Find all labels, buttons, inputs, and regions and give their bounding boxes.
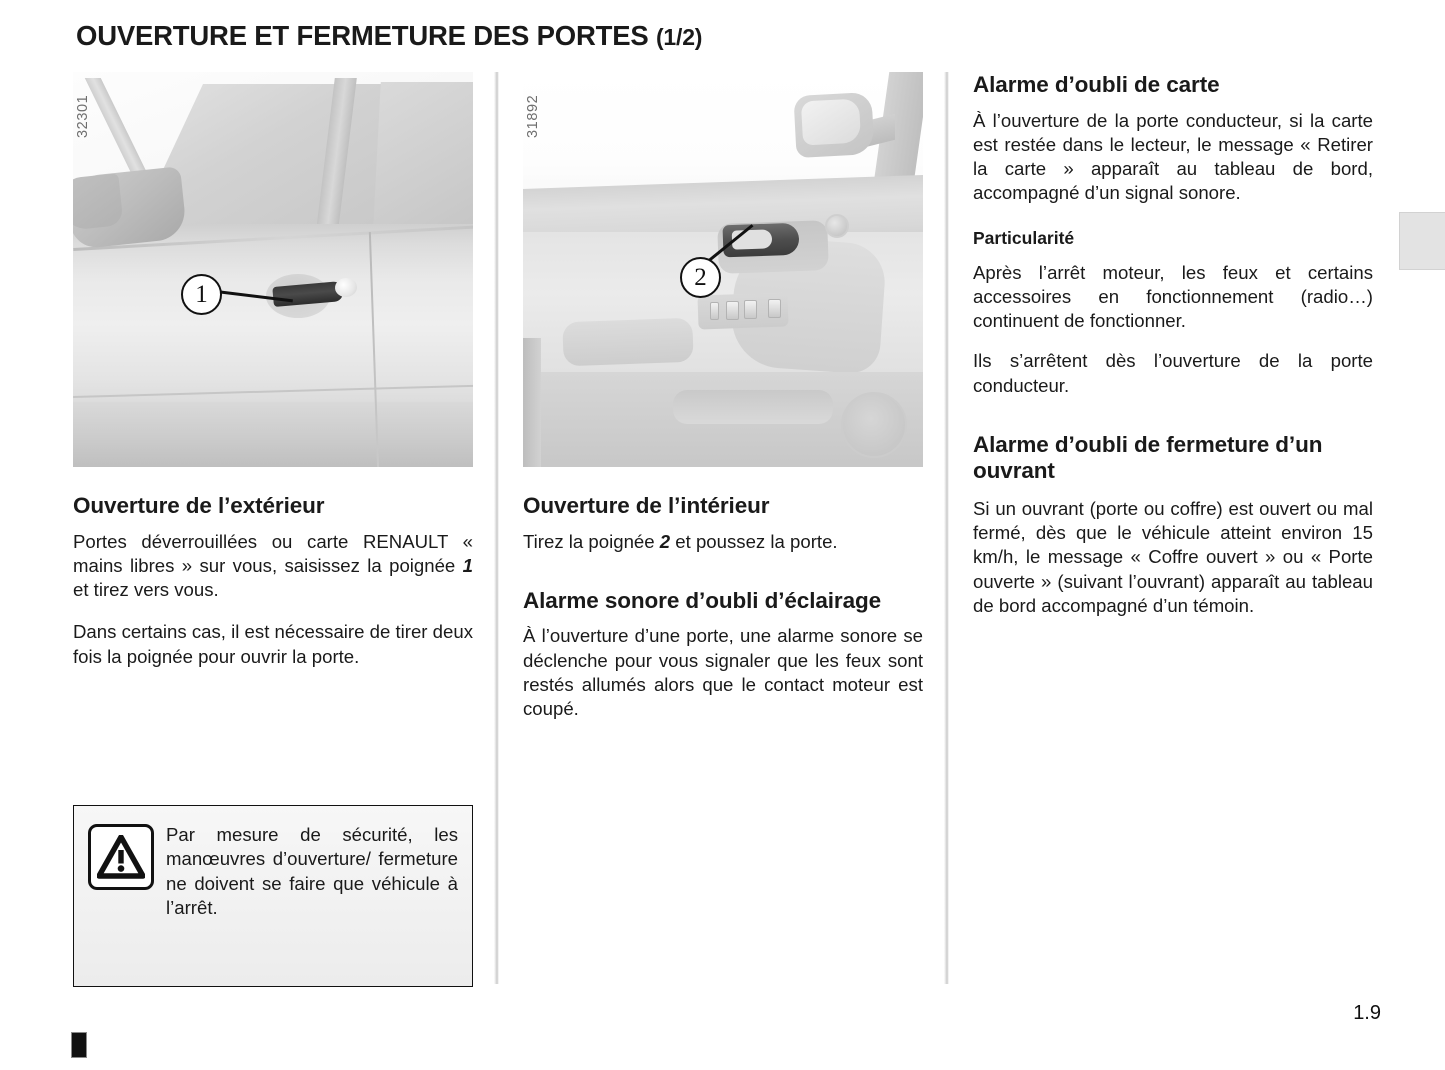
exterior-mirror-glass	[73, 173, 124, 231]
paragraph-left-1-ref: 1	[462, 554, 473, 576]
paragraph-right-4: Si un ouvrant (porte ou coffre) est ouvert ou mal fermé, dès que le véhicule atteint environ 15 km/h, le message « Coffre ouvert » ou « Porte ouverte » (suivant l’ouvrant) apparaît au tableau de bord accompagné d’un témoin.	[973, 497, 1373, 616]
paragraph-left-2: Dans certains cas, il est nécessaire de tirer deux fois la poignée pour ouvrir la porte.	[73, 621, 473, 667]
figure-interior-door	[523, 72, 923, 467]
page-number: 1.9	[1353, 1002, 1381, 1024]
figure-exterior-door	[73, 72, 473, 467]
paragraph-left-1	[73, 530, 473, 603]
paragraph-middle-1	[523, 530, 923, 554]
window-switch-1	[710, 302, 719, 320]
door-map-pocket	[562, 318, 693, 367]
chapter-thumb-tab	[1399, 212, 1445, 270]
heading-ouverture-interieur: Ouverture de l’intérieur	[523, 493, 770, 518]
callout-label-2: 2	[694, 263, 707, 291]
paragraph-right-3: Ils s’arrêtent dès l’ouverture de la porte conducteur.	[973, 350, 1373, 396]
page-title-text: OUVERTURE ET FERMETURE DES PORTES	[76, 20, 649, 51]
paragraph-left-1-start: Portes déverrouillées ou carte RENAULT « mains libres » sur vous, saisissez la poignée	[73, 530, 473, 576]
paragraph-left-1-end: et tirez vers vous.	[73, 579, 219, 601]
page-title	[76, 20, 702, 52]
window-switch-2	[726, 301, 739, 320]
figure-reference-number: 31892	[525, 94, 541, 138]
column-left	[73, 72, 473, 669]
callout-label-1: 1	[195, 280, 208, 308]
window-switch-4	[768, 299, 781, 318]
callout-marker-1	[181, 274, 222, 315]
heading-alarme-oubli-fermeture: Alarme d’oubli de fermeture d’un ouvrant	[973, 431, 1323, 484]
figure-reference-number: 32301	[75, 94, 91, 138]
paragraph-middle-1-end: et poussez la porte.	[675, 530, 838, 552]
safety-warning-box	[73, 805, 473, 987]
paragraph-middle-1-ref: 2	[659, 530, 671, 552]
door-speaker	[841, 392, 907, 458]
door-lock-knob	[825, 214, 849, 238]
column-middle	[523, 72, 923, 721]
paragraph-right-1: À l’ouverture de la porte conducteur, si la carte est restée dans le lecteur, le message « Retirer la carte » apparaît au tableau de bord, accompagné d’un signal sonore.	[973, 109, 1373, 204]
column-divider-2	[944, 72, 949, 984]
door-pull-recess	[673, 390, 833, 424]
door-lower-sill	[73, 402, 473, 467]
paragraph-right-2: Après l’arrêt moteur, les feux et certains accessoires en fonctionnement (radio…) continuent de fonctionner.	[973, 261, 1373, 332]
interior-door-handle-opening	[732, 229, 773, 249]
window-switch-3	[744, 300, 757, 319]
paragraph-middle-1-start: Tirez la poignée	[523, 530, 655, 552]
callout-marker-2	[680, 257, 721, 298]
section-corner-marker	[71, 1032, 87, 1058]
column-divider-1	[494, 72, 499, 984]
column-right	[973, 72, 1373, 618]
safety-warning-text: Par mesure de sécurité, les manœuvres d’ouverture/ fermeture ne doivent se faire que véhicule à l’arrêt.	[166, 824, 458, 919]
exterior-mirror-glass	[801, 99, 861, 146]
heading-alarme-oubli-carte: Alarme d’oubli de carte	[973, 72, 1220, 97]
warning-triangle-icon	[88, 824, 154, 890]
subheading-particularite: Particularité	[973, 227, 1075, 248]
door-front-edge	[523, 338, 541, 467]
heading-alarme-sonore-eclairage: Alarme sonore d’oubli d’éclairage	[523, 587, 882, 613]
heading-ouverture-exterieur: Ouverture de l’extérieur	[73, 493, 325, 518]
page-title-subpart: (1/2)	[655, 24, 703, 50]
paragraph-middle-2: À l’ouverture d’une porte, une alarme sonore se déclenche pour vous signaler que les feux sont restés allumés alors que le contact moteur est coupé.	[523, 625, 923, 720]
rear-window-glass	[373, 82, 473, 232]
